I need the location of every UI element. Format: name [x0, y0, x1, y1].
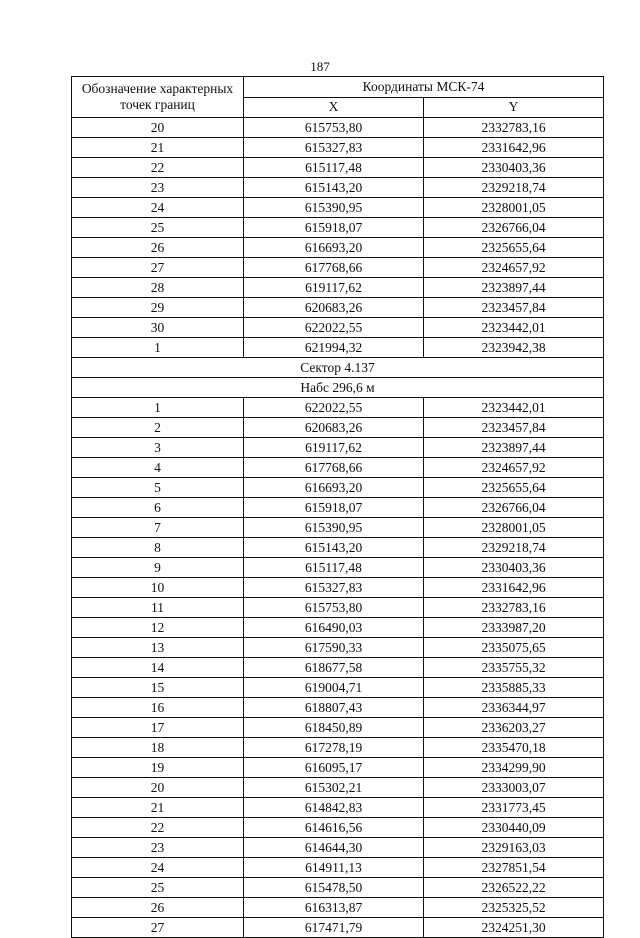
y-coordinate-cell: 2325655,64 — [424, 478, 604, 498]
table-row — [72, 798, 604, 818]
table-row — [72, 438, 604, 458]
y-coordinate-cell: 2325655,64 — [424, 238, 604, 258]
y-header: Y — [424, 97, 604, 118]
table-row — [72, 718, 604, 738]
table-row — [72, 918, 604, 938]
table-row — [72, 118, 604, 138]
point-number-cell: 20 — [72, 118, 244, 138]
x-coordinate-cell: 615918,07 — [244, 498, 424, 518]
point-number-cell: 23 — [72, 838, 244, 858]
page-number: 187 — [310, 59, 330, 74]
table-row — [72, 478, 604, 498]
point-number-cell: 25 — [72, 218, 244, 238]
point-number-cell: 21 — [72, 138, 244, 158]
x-coordinate-cell: 615478,50 — [244, 878, 424, 898]
x-coordinate-cell: 614911,13 — [244, 858, 424, 878]
point-number-cell: 2 — [72, 418, 244, 438]
point-number-cell: 12 — [72, 618, 244, 638]
point-number-cell: 27 — [72, 918, 244, 938]
y-coordinate-cell: 2331773,45 — [424, 798, 604, 818]
x-coordinate-cell: 619117,62 — [244, 278, 424, 298]
x-coordinate-cell: 616693,20 — [244, 238, 424, 258]
y-coordinate-cell: 2331642,96 — [424, 578, 604, 598]
y-coordinate-cell: 2330403,36 — [424, 158, 604, 178]
y-coordinate-cell: 2336203,27 — [424, 718, 604, 738]
section-subtitle: Набс 296,6 м — [72, 378, 604, 398]
y-coordinate-cell: 2323897,44 — [424, 278, 604, 298]
y-coordinate-cell: 2333003,07 — [424, 778, 604, 798]
table-row — [72, 518, 604, 538]
x-coordinate-cell: 614644,30 — [244, 838, 424, 858]
table-row — [72, 318, 604, 338]
point-number-cell: 29 — [72, 298, 244, 318]
point-number-cell: 1 — [72, 398, 244, 418]
y-coordinate-cell: 2323942,38 — [424, 338, 604, 358]
x-coordinate-cell: 615117,48 — [244, 158, 424, 178]
section-title-row — [72, 358, 604, 378]
x-coordinate-cell: 616693,20 — [244, 478, 424, 498]
table-row — [72, 538, 604, 558]
point-number-cell: 22 — [72, 158, 244, 178]
section-title: Сектор 4.137 — [72, 358, 604, 378]
x-coordinate-cell: 615143,20 — [244, 538, 424, 558]
header-row — [72, 77, 604, 98]
point-number-cell: 22 — [72, 818, 244, 838]
y-coordinate-cell: 2327851,54 — [424, 858, 604, 878]
x-coordinate-cell: 615327,83 — [244, 578, 424, 598]
x-coordinate-cell: 615390,95 — [244, 198, 424, 218]
x-coordinate-cell: 617278,19 — [244, 738, 424, 758]
x-coordinate-cell: 615327,83 — [244, 138, 424, 158]
y-coordinate-cell: 2335075,65 — [424, 638, 604, 658]
y-coordinate-cell: 2335755,32 — [424, 658, 604, 678]
point-number-cell: 15 — [72, 678, 244, 698]
table-row — [72, 278, 604, 298]
designation-header: Обозначение характерных точек границ — [72, 77, 244, 118]
point-number-cell: 5 — [72, 478, 244, 498]
y-coordinate-cell: 2323897,44 — [424, 438, 604, 458]
table-row — [72, 858, 604, 878]
y-coordinate-cell: 2329218,74 — [424, 178, 604, 198]
point-number-cell: 28 — [72, 278, 244, 298]
x-coordinate-cell: 615918,07 — [244, 218, 424, 238]
y-coordinate-cell: 2324657,92 — [424, 458, 604, 478]
point-number-cell: 9 — [72, 558, 244, 578]
point-number-cell: 16 — [72, 698, 244, 718]
y-coordinate-cell: 2332783,16 — [424, 118, 604, 138]
point-number-cell: 14 — [72, 658, 244, 678]
section-subtitle-row — [72, 378, 604, 398]
x-coordinate-cell: 620683,26 — [244, 298, 424, 318]
table-row — [72, 138, 604, 158]
point-number-cell: 19 — [72, 758, 244, 778]
table-row — [72, 678, 604, 698]
point-number-cell: 26 — [72, 898, 244, 918]
coords-header: Координаты МСК-74 — [244, 77, 604, 98]
table-row — [72, 458, 604, 478]
point-number-cell: 18 — [72, 738, 244, 758]
x-header: X — [244, 97, 424, 118]
point-number-cell: 7 — [72, 518, 244, 538]
x-coordinate-cell: 616313,87 — [244, 898, 424, 918]
x-coordinate-cell: 615143,20 — [244, 178, 424, 198]
x-coordinate-cell: 616490,03 — [244, 618, 424, 638]
table-row — [72, 158, 604, 178]
y-coordinate-cell: 2331642,96 — [424, 138, 604, 158]
table-row — [72, 418, 604, 438]
x-coordinate-cell: 615117,48 — [244, 558, 424, 578]
table-row — [72, 398, 604, 418]
y-coordinate-cell: 2326766,04 — [424, 218, 604, 238]
table-row — [72, 338, 604, 358]
x-coordinate-cell: 617768,66 — [244, 458, 424, 478]
x-coordinate-cell: 620683,26 — [244, 418, 424, 438]
y-coordinate-cell: 2329218,74 — [424, 538, 604, 558]
x-coordinate-cell: 615753,80 — [244, 598, 424, 618]
table-row — [72, 698, 604, 718]
table-row — [72, 778, 604, 798]
y-coordinate-cell: 2328001,05 — [424, 518, 604, 538]
table-row — [72, 818, 604, 838]
table-row — [72, 198, 604, 218]
table-row — [72, 218, 604, 238]
x-coordinate-cell: 619004,71 — [244, 678, 424, 698]
table-row — [72, 238, 604, 258]
y-coordinate-cell: 2326522,22 — [424, 878, 604, 898]
y-coordinate-cell: 2324657,92 — [424, 258, 604, 278]
table-row — [72, 178, 604, 198]
table-row — [72, 298, 604, 318]
x-coordinate-cell: 614842,83 — [244, 798, 424, 818]
x-coordinate-cell: 615753,80 — [244, 118, 424, 138]
point-number-cell: 4 — [72, 458, 244, 478]
point-number-cell: 6 — [72, 498, 244, 518]
x-coordinate-cell: 618807,43 — [244, 698, 424, 718]
x-coordinate-cell: 618450,89 — [244, 718, 424, 738]
point-number-cell: 26 — [72, 238, 244, 258]
table-row — [72, 638, 604, 658]
table-row — [72, 878, 604, 898]
table-body — [72, 77, 604, 938]
table-row — [72, 838, 604, 858]
x-coordinate-cell: 617471,79 — [244, 918, 424, 938]
y-coordinate-cell: 2336344,97 — [424, 698, 604, 718]
table-row — [72, 558, 604, 578]
point-number-cell: 11 — [72, 598, 244, 618]
x-coordinate-cell: 621994,32 — [244, 338, 424, 358]
y-coordinate-cell: 2323442,01 — [424, 318, 604, 338]
table-row — [72, 578, 604, 598]
point-number-cell: 1 — [72, 338, 244, 358]
y-coordinate-cell: 2326766,04 — [424, 498, 604, 518]
x-coordinate-cell: 615390,95 — [244, 518, 424, 538]
y-coordinate-cell: 2334299,90 — [424, 758, 604, 778]
x-coordinate-cell: 614616,56 — [244, 818, 424, 838]
y-coordinate-cell: 2324251,30 — [424, 918, 604, 938]
x-coordinate-cell: 617590,33 — [244, 638, 424, 658]
point-number-cell: 3 — [72, 438, 244, 458]
y-coordinate-cell: 2332783,16 — [424, 598, 604, 618]
y-coordinate-cell: 2329163,03 — [424, 838, 604, 858]
x-coordinate-cell: 616095,17 — [244, 758, 424, 778]
y-coordinate-cell: 2330403,36 — [424, 558, 604, 578]
point-number-cell: 25 — [72, 878, 244, 898]
table-row — [72, 598, 604, 618]
y-coordinate-cell: 2325325,52 — [424, 898, 604, 918]
point-number-cell: 8 — [72, 538, 244, 558]
point-number-cell: 24 — [72, 198, 244, 218]
point-number-cell: 13 — [72, 638, 244, 658]
x-coordinate-cell: 619117,62 — [244, 438, 424, 458]
point-number-cell: 23 — [72, 178, 244, 198]
x-coordinate-cell: 622022,55 — [244, 318, 424, 338]
table-row — [72, 738, 604, 758]
table-row — [72, 258, 604, 278]
x-coordinate-cell: 617768,66 — [244, 258, 424, 278]
y-coordinate-cell: 2323442,01 — [424, 398, 604, 418]
point-number-cell: 30 — [72, 318, 244, 338]
y-coordinate-cell: 2323457,84 — [424, 418, 604, 438]
coordinates-table — [71, 76, 604, 938]
point-number-cell: 20 — [72, 778, 244, 798]
y-coordinate-cell: 2328001,05 — [424, 198, 604, 218]
x-coordinate-cell: 618677,58 — [244, 658, 424, 678]
point-number-cell: 17 — [72, 718, 244, 738]
y-coordinate-cell: 2333987,20 — [424, 618, 604, 638]
table-row — [72, 618, 604, 638]
y-coordinate-cell: 2335470,18 — [424, 738, 604, 758]
table-row — [72, 658, 604, 678]
table-row — [72, 498, 604, 518]
x-coordinate-cell: 622022,55 — [244, 398, 424, 418]
point-number-cell: 27 — [72, 258, 244, 278]
y-coordinate-cell: 2330440,09 — [424, 818, 604, 838]
point-number-cell: 21 — [72, 798, 244, 818]
y-coordinate-cell: 2323457,84 — [424, 298, 604, 318]
table-row — [72, 758, 604, 778]
y-coordinate-cell: 2335885,33 — [424, 678, 604, 698]
point-number-cell: 10 — [72, 578, 244, 598]
table-row — [72, 898, 604, 918]
point-number-cell: 24 — [72, 858, 244, 878]
x-coordinate-cell: 615302,21 — [244, 778, 424, 798]
